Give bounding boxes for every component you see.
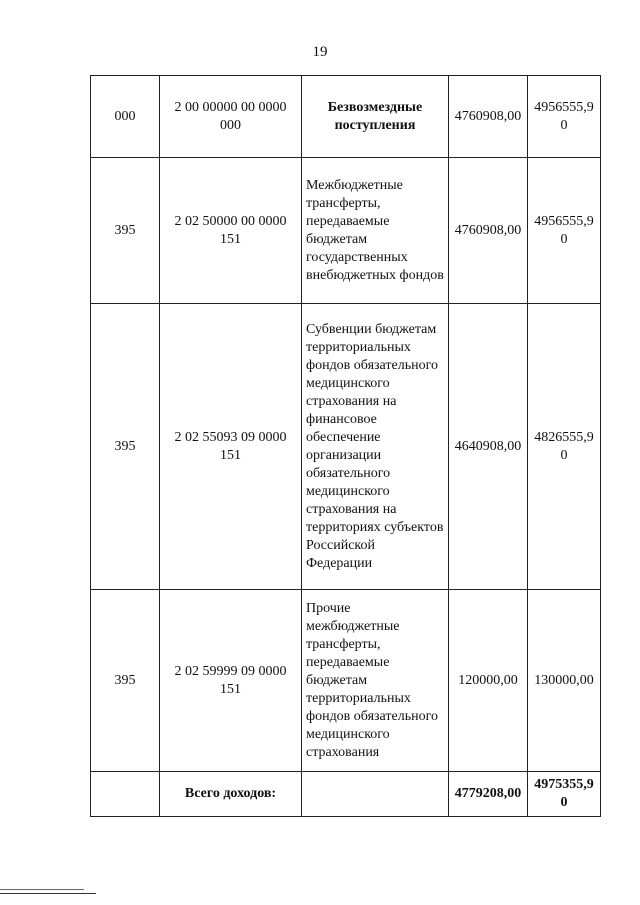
table-row <box>91 590 601 772</box>
value-year1-cell: 120000,00 <box>449 590 528 772</box>
revenue-name-cell: Субвенции бюджетам территориальных фондов обязательного медицинского страхования на финансовое обеспечение организации обязательного медицинского страхования на территориях субъектов Российской Федерации <box>302 304 449 590</box>
budget-code-cell: 2 00 00000 00 0000 000 <box>160 76 302 158</box>
budget-code-cell: 2 02 55093 09 0000 151 <box>160 304 302 590</box>
revenue-name-cell: Безвозмездные поступления <box>302 76 449 158</box>
value-year1-cell: 4760908,00 <box>449 76 528 158</box>
table-row <box>91 76 601 158</box>
budget-code-cell: 2 02 59999 09 0000 151 <box>160 590 302 772</box>
empty-cell <box>302 772 449 817</box>
value-year2-cell: 4826555,90 <box>528 304 601 590</box>
value-year2-cell: 4956555,90 <box>528 76 601 158</box>
revenue-name-cell: Межбюджетные трансферты, передаваемые бюджетам государственных внебюджетных фондов <box>302 158 449 304</box>
budget-code-cell: 2 02 50000 00 0000 151 <box>160 158 302 304</box>
scan-edge-line <box>0 889 84 890</box>
table-total-row <box>91 772 601 817</box>
value-year2-cell: 130000,00 <box>528 590 601 772</box>
admin-code-cell: 395 <box>91 158 160 304</box>
total-label-cell: Всего доходов: <box>160 772 302 817</box>
total-year1-cell: 4779208,00 <box>449 772 528 817</box>
revenue-table <box>90 75 601 817</box>
admin-code-cell: 395 <box>91 590 160 772</box>
value-year2-cell: 4956555,90 <box>528 158 601 304</box>
value-year1-cell: 4760908,00 <box>449 158 528 304</box>
empty-cell <box>91 772 160 817</box>
total-year2-cell: 4975355,90 <box>528 772 601 817</box>
scan-edge-line <box>0 893 96 894</box>
page-number: 19 <box>312 44 328 60</box>
table-row <box>91 158 601 304</box>
table-row <box>91 304 601 590</box>
admin-code-cell: 000 <box>91 76 160 158</box>
admin-code-cell: 395 <box>91 304 160 590</box>
value-year1-cell: 4640908,00 <box>449 304 528 590</box>
revenue-name-cell: Прочие межбюджетные трансферты, передаваемые бюджетам территориальных фондов обязательного медицинского страхования <box>302 590 449 772</box>
